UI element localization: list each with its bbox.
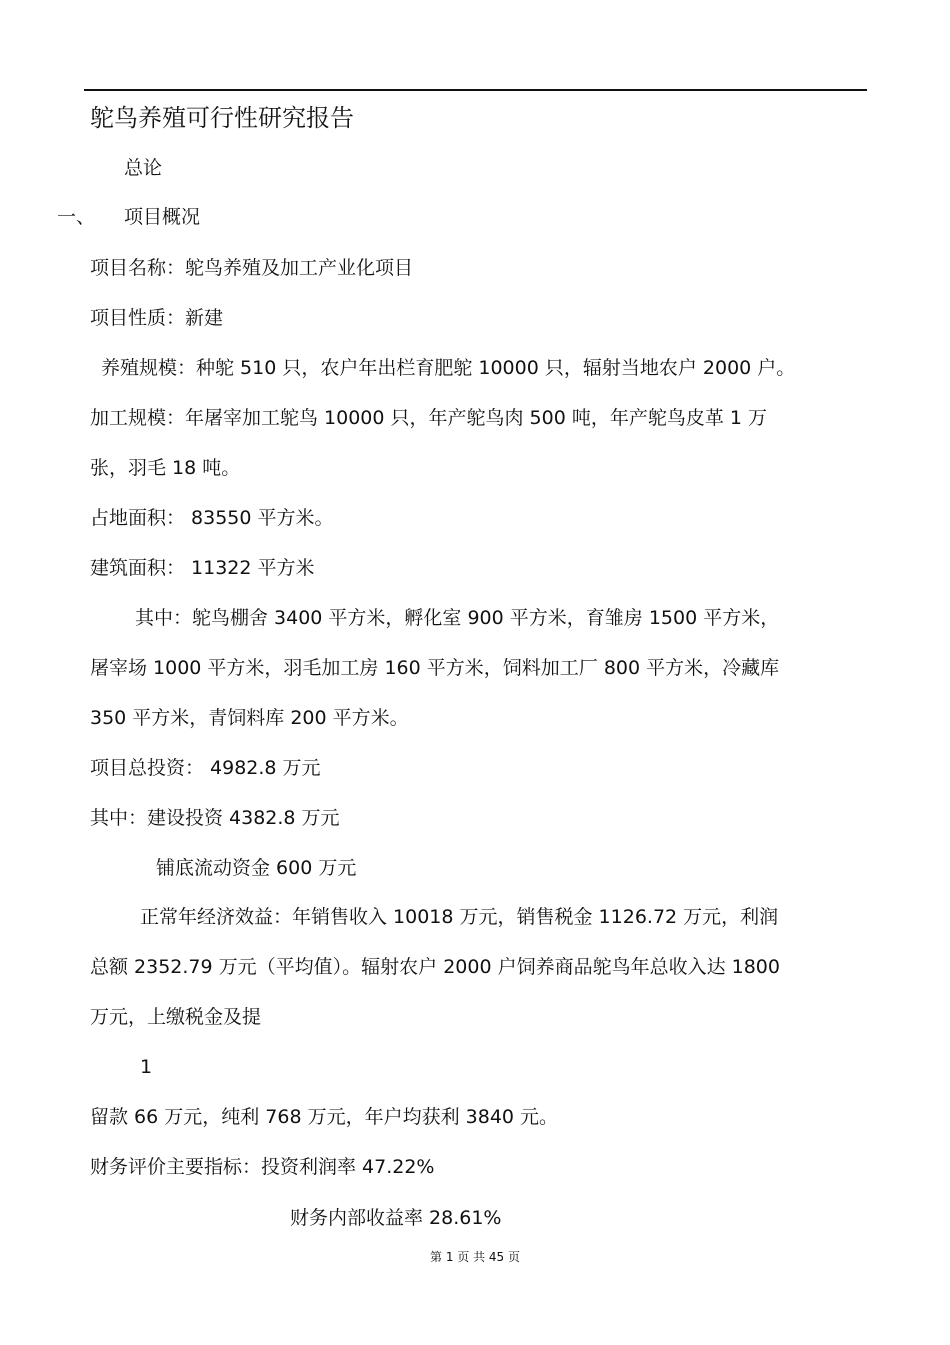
building-breakdown-end: 350 平方米，青饲料库 200 平方米。 — [90, 707, 409, 729]
processing-scale-cont: 张，羽毛 18 吨。 — [90, 457, 241, 479]
building-breakdown-cont: 屠宰场 1000 平方米，羽毛加工房 160 平方米，饲料加工厂 800 平方米，冷藏库 — [90, 657, 780, 679]
economic-benefit-cont: 总额 2352.79 万元（平均值）。辐射农户 2000 户饲养商品鸵鸟年总收入达 1800 — [90, 956, 780, 978]
heading-number: 一、 — [57, 206, 96, 228]
processing-scale: 加工规模：年屠宰加工鸵鸟 10000 只，年产鸵鸟肉 500 吨，年产鸵鸟皮革 1 万 — [90, 407, 768, 429]
document-title: 鸵鸟养殖可行性研究报告 — [90, 104, 354, 132]
land-area: 占地面积： 83550 平方米。 — [90, 507, 334, 529]
header-rule — [84, 89, 867, 91]
inline-page-number: 1 — [140, 1056, 153, 1078]
financial-indicators: 财务评价主要指标：投资利润率 47.22% — [90, 1156, 435, 1178]
breeding-scale: 养殖规模：种鸵 510 只，农户年出栏育肥鸵 10000 只，辐射当地农户 2000 户。 — [101, 357, 796, 379]
construction-investment: 其中：建设投资 4382.8 万元 — [90, 807, 340, 829]
economic-benefit: 正常年经济效益：年销售收入 10018 万元，销售税金 1126.72 万元，利润 — [140, 906, 779, 928]
project-nature: 项目性质：新建 — [90, 307, 224, 329]
working-capital: 铺底流动资金 600 万元 — [156, 857, 357, 879]
heading-text: 项目概况 — [124, 206, 201, 228]
page-footer: 第 1 页 共 45 页 — [430, 1250, 520, 1264]
project-name: 项目名称：鸵鸟养殖及加工产业化项目 — [90, 257, 414, 279]
building-breakdown: 其中：鸵鸟棚舍 3400 平方米，孵化室 900 平方米，育雏房 1500 平方米， — [135, 607, 780, 629]
building-area: 建筑面积： 11322 平方米 — [90, 557, 315, 579]
retained-funds: 留款 66 万元，纯利 768 万元，年户均获利 3840 元。 — [90, 1106, 559, 1128]
internal-return-rate: 财务内部收益率 28.61% — [290, 1207, 502, 1229]
economic-benefit-end: 万元，上缴税金及提 — [90, 1006, 262, 1028]
total-investment: 项目总投资： 4982.8 万元 — [90, 757, 321, 779]
section-title: 总论 — [124, 157, 163, 179]
